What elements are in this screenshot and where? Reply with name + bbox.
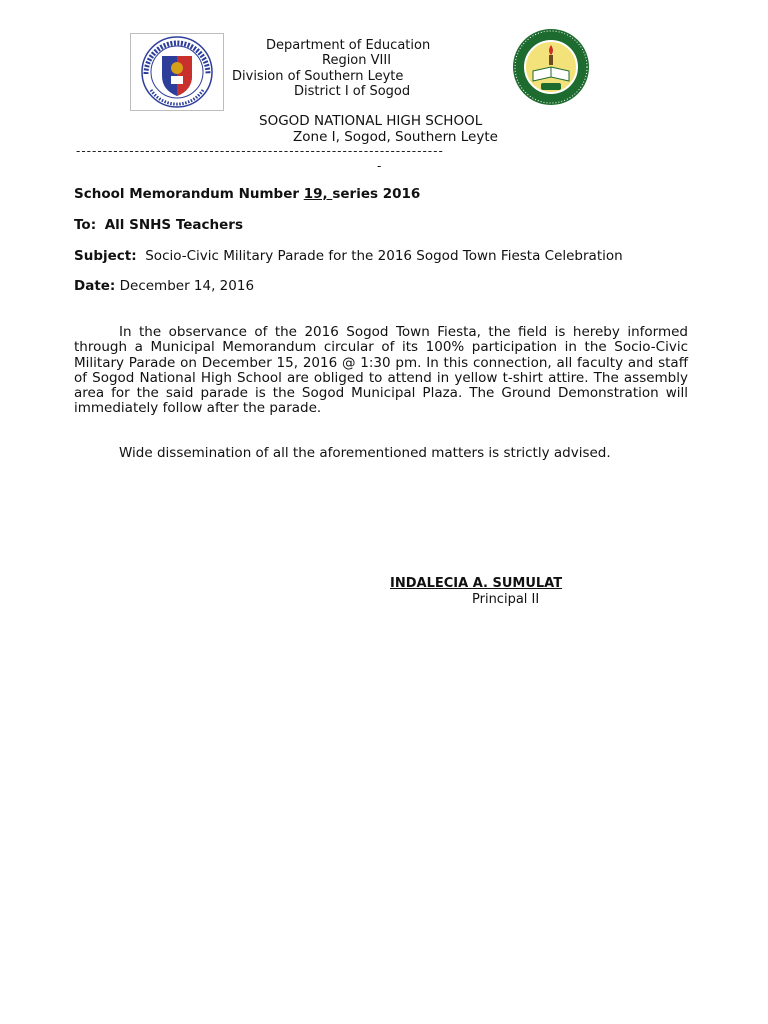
memo-series: series 2016 [332,186,421,202]
memo-date-line [74,278,254,294]
header-district: District I of Sogod [294,84,411,99]
deped-seal-icon [131,34,223,110]
header-region: Region VIII [322,53,392,68]
body-paragraph-1: In the observance of the 2016 Sogod Town Fiesta, the field is hereby informed through a Municipal Memorandum circular of its 100% participation in the Socio-Civic Military Parade on December 15, 2016 @ 1:30 pm. In this connection, all faculty and staff of Sogod National High School are obliged to attend in yellow t-shirt attire. The assembly area for the said parade is the Sogod Municipal Plaza. The Ground Demonstration will immediately follow after the parade. [74,324,688,417]
header-separator-tail: - [377,159,382,173]
snhs-seal-icon [505,27,597,107]
memo-number-prefix: School Memorandum Number [74,186,304,202]
date-label: Date: [74,278,116,294]
school-name: SOGOD NATIONAL HIGH SCHOOL [259,113,483,129]
memo-body [74,325,688,417]
header-department: Department of Education [266,38,431,53]
subject-label: Subject: [74,248,137,264]
header-separator: --------------------------------------------------------------------- [76,144,444,158]
memo-number-line [74,186,420,202]
memo-subject-line [74,248,623,264]
snhs-seal-logo [505,27,597,107]
memo-number: 19, [303,186,333,202]
to-label: To: [74,217,97,233]
deped-seal-logo [130,33,224,111]
body-paragraph-2: Wide dissemination of all the aforementioned matters is strictly advised. [119,445,611,461]
signatory-name: INDALECIA A. SUMULAT [390,576,563,591]
signatory-title: Principal II [472,592,540,607]
memo-closing [74,446,688,461]
subject-value: Socio-Civic Military Parade for the 2016 Sogod Town Fiesta Celebration [145,248,623,264]
date-value: December 14, 2016 [119,278,255,294]
to-value: All SNHS Teachers [104,217,243,233]
header-division: Division of Southern Leyte [232,69,404,84]
memo-to-line [74,217,243,233]
school-address: Zone I, Sogod, Southern Leyte [293,129,498,145]
